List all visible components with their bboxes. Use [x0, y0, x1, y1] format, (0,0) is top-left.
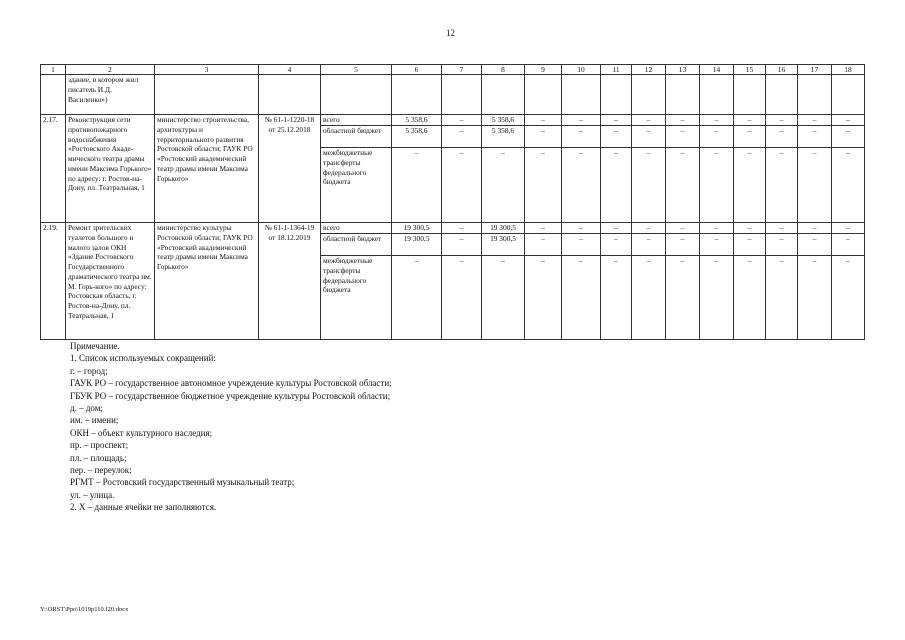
amount-cell: – — [525, 256, 562, 340]
amount-cell: – — [700, 148, 734, 223]
file-path-footer: Y:\ORST\Ppo\1019p110.f20.docx — [40, 606, 129, 613]
table-cell — [155, 75, 259, 115]
amount-cell: – — [482, 148, 525, 223]
amount-cell: – — [562, 256, 601, 340]
note-line: г. – город; — [70, 365, 108, 376]
amount-cell: – — [525, 234, 562, 256]
header-row — [41, 65, 865, 75]
header-cell: 9 — [525, 65, 562, 75]
table-cell — [259, 75, 321, 115]
amount-cell: 19 300,5 — [482, 234, 525, 256]
header-cell: 2 — [66, 65, 155, 75]
notes-section — [70, 340, 392, 514]
header-cell: 10 — [562, 65, 601, 75]
funding-source-cell: межбюджетные трансферты федерального бюджета — [321, 148, 392, 223]
amount-cell: – — [525, 223, 562, 234]
amount-cell: 19 300,5 — [392, 223, 442, 234]
note-line: РГМТ – Ростовский государственный музыкальный театр; — [70, 477, 295, 488]
row-number-cell: 2.19. — [41, 223, 66, 340]
amount-cell: – — [666, 148, 700, 223]
header-cell: 13 — [666, 65, 700, 75]
amount-cell: – — [525, 115, 562, 126]
amount-cell: – — [442, 148, 482, 223]
amount-cell: 19 300,5 — [482, 223, 525, 234]
amount-cell: – — [700, 234, 734, 256]
table-cell — [700, 75, 734, 115]
table-cell — [392, 75, 442, 115]
amount-cell: – — [734, 223, 766, 234]
note-line: ГАУК РО – государственное автономное учреждение культуры Ростовской области; — [70, 378, 392, 389]
amount-cell: – — [666, 223, 700, 234]
amount-cell: – — [632, 148, 666, 223]
amount-cell: – — [700, 256, 734, 340]
amount-cell: – — [700, 223, 734, 234]
amount-cell: – — [766, 223, 798, 234]
amount-cell: – — [832, 126, 865, 148]
document-cell: № 61-1-1220-18 от 25.12.2018 — [259, 115, 321, 223]
amount-cell: – — [442, 115, 482, 126]
amount-cell: – — [562, 223, 601, 234]
amount-cell: – — [392, 148, 442, 223]
amount-cell: – — [601, 148, 632, 223]
table-cell — [766, 75, 798, 115]
row-number-cell: 2.17. — [41, 115, 66, 223]
header-cell: 4 — [259, 65, 321, 75]
table-cell — [41, 75, 66, 115]
amount-cell: – — [832, 256, 865, 340]
header-cell: 7 — [442, 65, 482, 75]
note-line: пер. – переулок; — [70, 465, 132, 476]
amount-cell: – — [832, 148, 865, 223]
table-cell — [525, 75, 562, 115]
amount-cell: – — [798, 126, 832, 148]
amount-cell: – — [734, 256, 766, 340]
note-line: 2. Х – данные ячейки не заполняются. — [70, 502, 217, 513]
amount-cell: – — [666, 234, 700, 256]
table-cell — [734, 75, 766, 115]
amount-cell: – — [832, 234, 865, 256]
amount-cell: – — [734, 115, 766, 126]
header-cell: 12 — [632, 65, 666, 75]
amount-cell: – — [666, 126, 700, 148]
amount-cell: – — [442, 256, 482, 340]
document-cell: № 61-1-1364-19 от 18.12.2019 — [259, 223, 321, 340]
amount-cell: – — [700, 126, 734, 148]
amount-cell: 5 358,6 — [482, 126, 525, 148]
amount-cell: – — [525, 126, 562, 148]
note-line: им. – имени; — [70, 415, 119, 426]
funding-source-cell: всего — [321, 115, 392, 126]
amount-cell: – — [666, 115, 700, 126]
amount-cell: – — [666, 256, 700, 340]
project-name-cell: Реконструкция сети противопожарного водоснабжения «Ростовского Акаде-мического театра драмы имени Максима Горького» по адресу: г. Ростов-на-Дону, пл. Театральная, 1 — [66, 115, 155, 223]
amount-cell: – — [601, 234, 632, 256]
amount-cell: – — [766, 126, 798, 148]
amount-cell: – — [442, 126, 482, 148]
table-cell — [321, 75, 392, 115]
header-cell: 11 — [601, 65, 632, 75]
table-cell — [562, 75, 601, 115]
page-number: 12 — [446, 28, 455, 38]
amount-cell: – — [632, 223, 666, 234]
amount-cell: – — [734, 148, 766, 223]
header-cell: 1 — [41, 65, 66, 75]
table-body — [41, 65, 865, 340]
amount-cell: – — [601, 256, 632, 340]
amount-cell: – — [442, 223, 482, 234]
amount-cell: – — [562, 148, 601, 223]
header-cell: 18 — [832, 65, 865, 75]
note-line: пр. – проспект; — [70, 440, 129, 451]
table-cell — [482, 75, 525, 115]
amount-cell: – — [700, 115, 734, 126]
amount-cell: – — [798, 148, 832, 223]
amount-cell: – — [832, 223, 865, 234]
amount-cell: – — [832, 115, 865, 126]
table-row — [41, 115, 865, 126]
header-cell: 5 — [321, 65, 392, 75]
amount-cell: – — [632, 234, 666, 256]
amount-cell: – — [632, 126, 666, 148]
table-cell — [632, 75, 666, 115]
amount-cell: – — [798, 256, 832, 340]
table-row — [41, 223, 865, 234]
continuation-text: здание, в котором жил писатель И.Д. Василенко») — [66, 75, 155, 115]
amount-cell: – — [632, 256, 666, 340]
note-line: д. – дом; — [70, 403, 103, 414]
table-cell — [442, 75, 482, 115]
amount-cell: – — [734, 234, 766, 256]
budget-table — [40, 64, 865, 340]
amount-cell: – — [562, 234, 601, 256]
table-cell — [601, 75, 632, 115]
organization-cell: министерство строительства, архитектуры и территориального развития Ростовской области; ГАУК РО «Ростовский академический театр драмы имени Максима Горького» — [155, 115, 259, 223]
funding-source-cell: областной бюджет — [321, 234, 392, 256]
amount-cell: – — [601, 115, 632, 126]
note-line: ГБУК РО – государственное бюджетное учреждение культуры Ростовской области; — [70, 390, 391, 401]
amount-cell: – — [798, 115, 832, 126]
amount-cell: – — [766, 256, 798, 340]
note-line: Примечание. — [70, 341, 120, 351]
table-cell — [666, 75, 700, 115]
note-line: пл. – площадь; — [70, 452, 127, 463]
table-cell — [832, 75, 865, 115]
funding-source-cell: всего — [321, 223, 392, 234]
header-cell: 15 — [734, 65, 766, 75]
header-cell: 17 — [798, 65, 832, 75]
amount-cell: – — [632, 115, 666, 126]
header-cell: 3 — [155, 65, 259, 75]
header-cell: 8 — [482, 65, 525, 75]
amount-cell: – — [766, 148, 798, 223]
amount-cell: – — [482, 256, 525, 340]
amount-cell: – — [562, 115, 601, 126]
continuation-row — [41, 75, 865, 115]
note-line: ул. – улица. — [70, 489, 115, 500]
organization-cell: министерство культуры Ростовской области; ГАУК РО «Ростовский академический театр драмы имени Максима Горького» — [155, 223, 259, 340]
amount-cell: – — [562, 126, 601, 148]
amount-cell: – — [442, 234, 482, 256]
amount-cell: – — [766, 234, 798, 256]
amount-cell: 5 358,6 — [392, 126, 442, 148]
amount-cell: – — [601, 223, 632, 234]
header-cell: 16 — [766, 65, 798, 75]
funding-source-cell: областной бюджет — [321, 126, 392, 148]
header-cell: 6 — [392, 65, 442, 75]
amount-cell: – — [798, 223, 832, 234]
header-cell: 14 — [700, 65, 734, 75]
amount-cell: – — [525, 148, 562, 223]
table-cell — [798, 75, 832, 115]
amount-cell: 5 358,6 — [482, 115, 525, 126]
amount-cell: – — [601, 126, 632, 148]
funding-source-cell: межбюджетные трансферты федерального бюджета — [321, 256, 392, 340]
amount-cell: – — [766, 115, 798, 126]
amount-cell: – — [392, 256, 442, 340]
note-line: ОКН – объект культурного наследия; — [70, 427, 213, 438]
amount-cell: – — [734, 126, 766, 148]
amount-cell: 5 358,6 — [392, 115, 442, 126]
project-name-cell: Ремонт зрительских туалетов большого и малого залов ОКН «Здание Ростовского Государственного драматического театра им. М. Горь-кого» по адресу: Ростовская область, г. Ростов-на-Дону, пл. Театральная, 1 — [66, 223, 155, 340]
amount-cell: – — [798, 234, 832, 256]
note-line: 1. Список используемых сокращений: — [70, 353, 216, 364]
amount-cell: 19 300,5 — [392, 234, 442, 256]
